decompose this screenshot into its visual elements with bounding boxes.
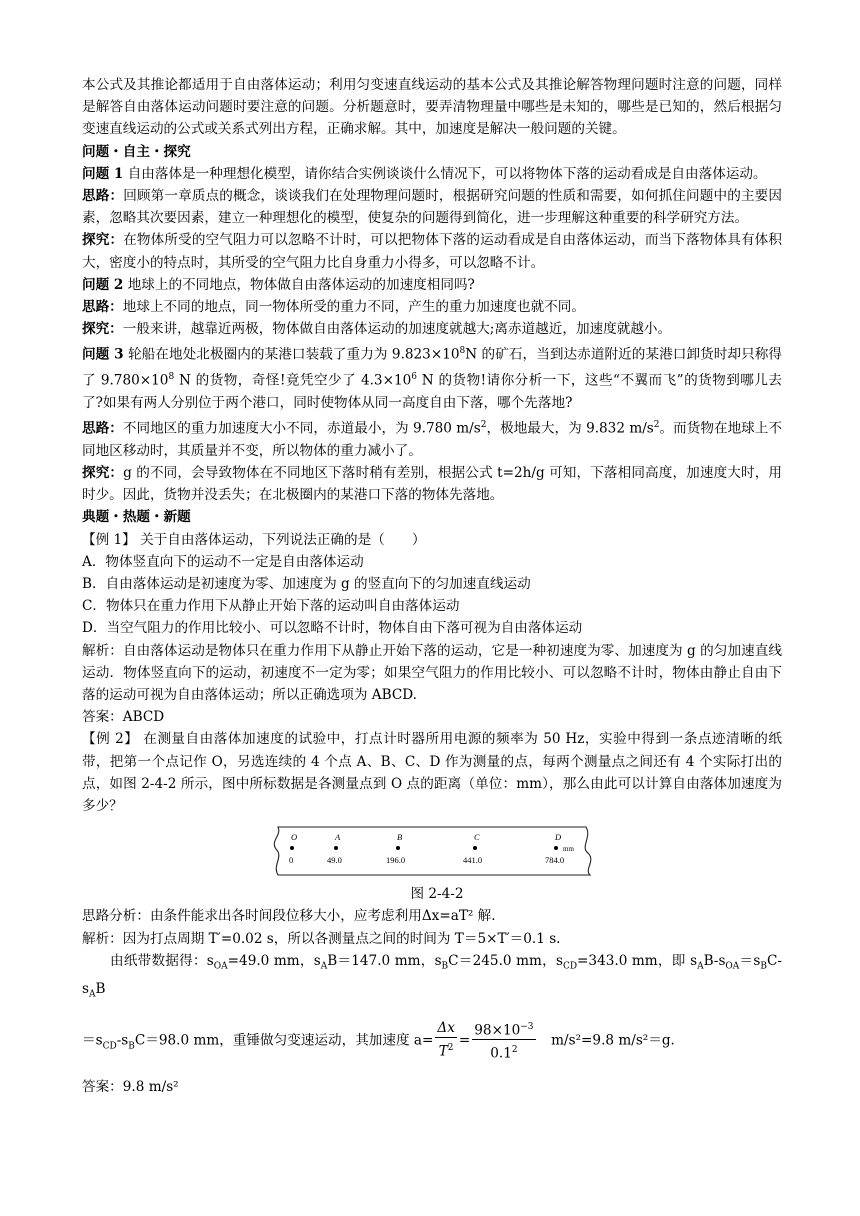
tape-dot — [554, 846, 558, 850]
text-run: 由纸带数据得：s — [110, 952, 214, 969]
equals-sign: = — [458, 1032, 471, 1049]
explore-label: 探究： — [82, 321, 123, 338]
question-3-think-c: 。而货物在地球上不同地区移动时，其质量并不变，所以物体的重力减小了。 — [82, 420, 782, 459]
subscript: OA — [213, 961, 228, 972]
point-value-a: 49.0 — [327, 855, 342, 866]
point-label-a: A — [335, 832, 341, 843]
option-c: C．物体只在重力作用下从静止开始下落的运动叫自由落体运动 — [82, 598, 460, 615]
example-2-stem-text: 在测量自由落体加速度的试验中，打点计时器所用电源的频率为 50 Hz，实验中得到一条点迹清晰的纸带，把第一个点记作 O，另选连续的 4 个点 A、B、C、D 作为测量的点，每两个测量点之间还有 4 个实际打出的点，如图 2-4-2 所示，图中所标数据是各测量点到 O 点的距离（单位：mm），那么由此可以计算自由落体加速度为多少？ — [82, 731, 782, 815]
question-3 — [82, 340, 782, 414]
exponent: 2 — [480, 420, 487, 431]
tape-outline — [274, 827, 591, 875]
point-label-o: O — [291, 832, 298, 843]
example-1-stem — [82, 529, 782, 551]
point-value-o: 0 — [289, 855, 294, 866]
subscript: OA — [725, 961, 740, 972]
text-run: m/s²=9.8 m/s²＝g. — [537, 1032, 675, 1049]
explore-label: 探究： — [82, 232, 124, 249]
question-3-text-a: 轮船在地处北极圈内的某港口装载了重力为 9.823×10 — [123, 346, 460, 363]
question-2-label: 问题 2 — [82, 276, 124, 293]
point-label-c: C — [474, 832, 480, 843]
question-1-think-text: 回顾第一章质点的概念，谈谈我们在处理物理问题时，根据研究问题的性质和需要，如何抓住问题中的主要因素，忽略其次要因素，建立一种理想化的模型，使复杂的问题得到简化，进一步理解这种重要的科学研究方法。 — [82, 188, 782, 227]
text-run: B＝147.0 mm，s — [327, 952, 442, 969]
think-label: 思路： — [82, 299, 123, 316]
question-1-think — [82, 185, 782, 229]
unit-label: mm — [563, 845, 574, 854]
question-2-text: 地球上的不同地点，物体做自由落体运动的加速度相同吗? — [123, 276, 475, 293]
example-2-thought: 思路分析：由条件能求出各时间段位移大小，应考虑利用Δx=aT² 解. — [82, 908, 496, 925]
point-label-b: B — [397, 832, 403, 843]
subscript: A — [88, 989, 96, 1000]
period-t: T — [438, 1043, 448, 1060]
question-3-think-b: ，极地最大，为 9.832 m/s — [486, 420, 654, 437]
text-run: =343.0 mm，即 s — [577, 952, 698, 969]
text-run: =49.0 mm，s — [227, 952, 321, 969]
subscript: A — [697, 961, 704, 972]
question-2 — [82, 274, 782, 296]
subscript: CD — [562, 961, 578, 972]
text-run: B-s — [703, 952, 726, 969]
question-2-explore-text: 一般来讲，越靠近两极，物体做自由落体运动的加速度就越大;离赤道越近，加速度就越小。 — [122, 321, 672, 338]
exponent: 8 — [459, 346, 466, 357]
fraction-numerator — [472, 1018, 535, 1041]
tape-dot — [290, 846, 294, 850]
paper-tape-figure — [82, 823, 782, 881]
fraction-numeric — [472, 1018, 535, 1064]
figure-caption: 图 2-4-2 — [410, 886, 464, 903]
question-3-think — [82, 414, 782, 462]
explore-label: 探究： — [82, 465, 124, 482]
example-2-analysis-a: 解析：因为打点周期 T′=0.02 s，所以各测量点之间的时间为 T＝5×T′＝0.1 s. — [82, 930, 561, 947]
question-2-think — [82, 296, 782, 318]
question-1-explore-text: 在物体所受的空气阻力可以忽略不计时，可以把物体下落的运动看成是自由落体运动，而当下落物体具有体积大，密度小的特点时，其所受的空气阻力比自身重力小得多，可以忽略不计。 — [82, 232, 782, 271]
question-3-text-c: N 的货物，奇怪!竟凭空少了 4.3×10 — [174, 372, 412, 389]
exponent: −3 — [520, 1021, 534, 1032]
intro-paragraph: 本公式及其推论都适用于自由落体运动；利用匀变速直线运动的基本公式及其推论解答物理问题时注意的问题，同样是解答自由落体运动问题时要注意的问题。分析题意时，要弄清物理量中哪些是未知的，哪些是已知的，然后根据匀变速直线运动的公式或关系式列出方程，正确求解。其中，加速度是解决一般问题的关键。 — [82, 77, 782, 138]
question-1-text: 自由落体是一种理想化模型，请你结合实例谈谈什么情况下，可以将物体下落的运动看成是自由落体运动。 — [123, 165, 767, 182]
example-2-stem — [82, 728, 782, 817]
section-title-questions: 问题・自主・探究 — [82, 143, 191, 160]
point-value-b: 196.0 — [386, 855, 406, 866]
question-3-explore-text: g 的不同，会导致物体在不同地区下落时稍有差别，根据公式 t=2h/g 可知，下落相同高度，加速度大时，用时少。因此，货物并没丢失；在北极圈内的某港口下落的物体先落地。 — [82, 465, 782, 504]
fraction-denominator — [435, 1038, 456, 1062]
fraction-numerator — [435, 1019, 456, 1038]
exponent: 2 — [653, 420, 660, 431]
exponent: 2 — [511, 1045, 518, 1056]
option-a: A．物体竖直向下的运动不一定是自由落体运动 — [82, 553, 364, 570]
example-2-label: 【例 2】 — [82, 731, 139, 748]
subscript: CD — [102, 1040, 117, 1051]
question-3-think-a: 不同地区的重力加速度大小不同，赤道最小，为 9.780 m/s — [122, 420, 481, 437]
think-label: 思路： — [82, 420, 123, 437]
exponent: 6 — [411, 372, 417, 383]
example-2-analysis-b — [82, 950, 782, 1006]
point-value-c: 441.0 — [463, 855, 483, 866]
text-run: ＝s — [739, 952, 761, 969]
example-1-answer: 答案：ABCD — [82, 709, 165, 726]
text-run: C＝98.0 mm，重锤做匀变速运动，其加速度 a= — [134, 1032, 434, 1049]
example-2-formula — [82, 1018, 782, 1064]
question-3-text-b: N 的矿石，当到达赤道附近的某港口卸货时却只称得了 9.780×10 — [82, 346, 783, 389]
example-1-analysis: 解析：自由落体运动是物体只在重力作用下从静止开始下落的运动，它是一种初速度为零、加速度为 g 的匀加速直线运动．物体竖直向下的运动，初速度不一定为零；如果空气阻力的作用比较小、可以忽略不计时，物体由静止自由下落的运动可视为自由落体运动；所以正确选项为 ABCD. — [82, 642, 782, 704]
question-2-think-text: 地球上不同的地点，同一物体所受的重力不同，产生的重力加速度也就不同。 — [122, 299, 585, 316]
text-run: B — [95, 980, 106, 997]
tape-dot — [334, 846, 338, 850]
text-run: C-s — [82, 952, 782, 997]
paper-tape-diagram — [270, 823, 600, 879]
document-page — [82, 74, 782, 1098]
exponent: 8 — [168, 372, 175, 383]
section-title-examples: 典题・热题・新题 — [82, 509, 191, 526]
exponent: 2 — [447, 1043, 454, 1054]
fraction-delta-x-over-t2 — [435, 1019, 456, 1062]
question-3-text-d: N 的货物!请你分析一下，这些“不翼而飞”的货物到哪儿去了?如果有两人分别位于两个港口，同时使物体从同一高度自由下落，哪个先落地? — [82, 372, 782, 411]
question-3-label: 问题 3 — [82, 346, 124, 363]
question-1-label: 问题 1 — [82, 165, 124, 182]
question-1 — [82, 163, 782, 185]
option-d: D．当空气阻力的作用比较小、可以忽略不计时，物体自由下落可视为自由落体运动 — [82, 620, 583, 637]
example-2-answer: 答案：9.8 m/s² — [82, 1078, 179, 1095]
point-label-d: D — [555, 832, 562, 843]
point-value-d: 784.0 — [545, 855, 565, 866]
subscript: B — [760, 961, 767, 972]
text-run: ＝s — [82, 1032, 103, 1049]
fraction-denominator — [472, 1040, 535, 1064]
numerator-value: 98×10 — [474, 1022, 521, 1039]
delta-x: Δx — [437, 1020, 455, 1037]
text-run: C＝245.0 mm，s — [448, 952, 563, 969]
example-1-stem-text: 关于自由落体运动，下列说法正确的是（ ） — [135, 531, 426, 548]
tape-dot — [396, 846, 400, 850]
question-3-explore — [82, 462, 782, 506]
question-2-explore — [82, 318, 782, 340]
think-label: 思路： — [82, 188, 124, 205]
subscript: A — [320, 961, 328, 972]
tape-dot — [473, 846, 477, 850]
subscript: B — [441, 961, 449, 972]
question-1-explore — [82, 229, 782, 273]
text-run: -s — [116, 1032, 129, 1049]
option-b: B．自由落体运动是初速度为零、加速度为 g 的竖直向下的匀加速直线运动 — [82, 576, 531, 593]
example-1-label: 【例 1】 — [82, 531, 136, 548]
denominator-value: 0.1 — [490, 1045, 512, 1062]
subscript: B — [128, 1040, 135, 1051]
